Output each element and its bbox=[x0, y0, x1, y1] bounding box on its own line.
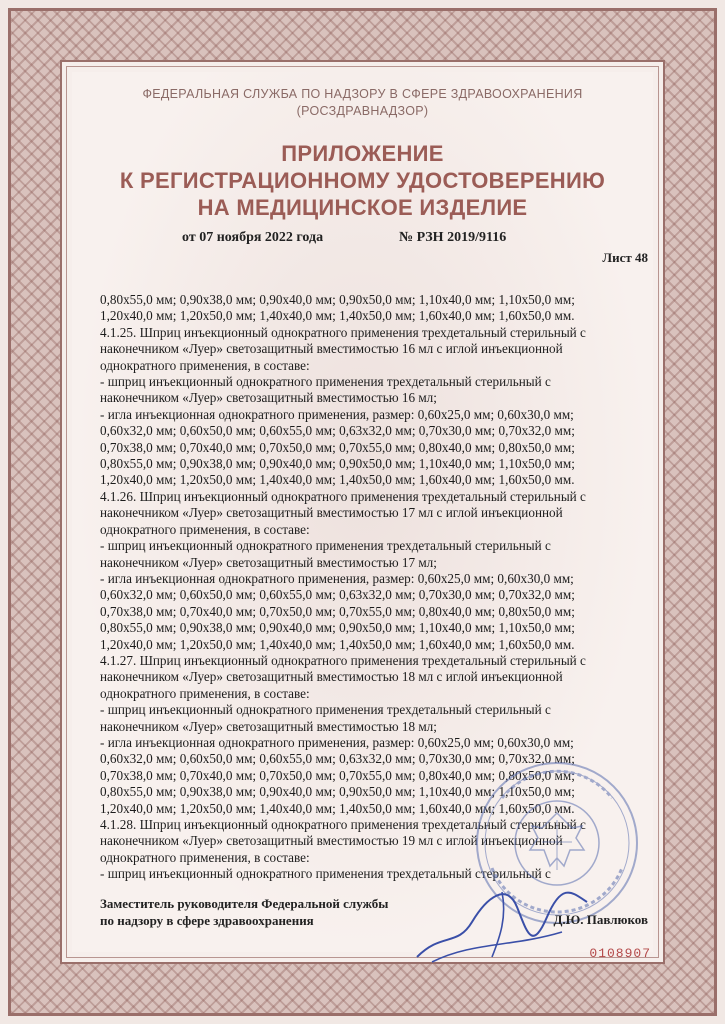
agency-name: ФЕДЕРАЛЬНАЯ СЛУЖБА ПО НАДЗОРУ В СФЕРЕ ЗДРАВООХРАНЕНИЯ bbox=[142, 87, 583, 101]
body-text-line: 4.1.26. Шприц инъекционный однократного применения трехдетальный стерильный с bbox=[100, 488, 586, 504]
body-text-line: 0,70x38,0 мм; 0,70x40,0 мм; 0,70x50,0 мм; 0,70x55,0 мм; 0,80x40,0 мм; 0,80x50,0 мм; bbox=[100, 767, 575, 783]
body-text-line: наконечником «Луер» светозащитный вместимостью 18 мл; bbox=[100, 718, 437, 734]
body-text-line: 4.1.27. Шприц инъекционный однократного применения трехдетальный стерильный с bbox=[100, 652, 586, 668]
body-text-line: 0,70x38,0 мм; 0,70x40,0 мм; 0,70x50,0 мм; 0,70x55,0 мм; 0,80x40,0 мм; 0,80x50,0 мм; bbox=[100, 603, 575, 619]
body-text-line: наконечником «Луер» светозащитный вместимостью 16 мл; bbox=[100, 390, 437, 406]
body-text-line: наконечником «Луер» светозащитный вместимостью 17 мл с иглой инъекционной bbox=[100, 505, 563, 521]
body-text-line: - игла инъекционная однократного применения, размер: 0,60x25,0 мм; 0,60x30,0 мм; bbox=[100, 570, 574, 586]
body-text-line: - шприц инъекционный однократного применения трехдетальный стерильный с bbox=[100, 374, 551, 390]
body-text-line: 0,80x55,0 мм; 0,90x38,0 мм; 0,90x40,0 мм; 0,90x50,0 мм; 1,10x40,0 мм; 1,10x50,0 мм; bbox=[100, 784, 575, 800]
body-text-line: наконечником «Луер» светозащитный вместимостью 16 мл с иглой инъекционной bbox=[100, 341, 563, 357]
body-text-line: 4.1.25. Шприц инъекционный однократного применения трехдетальный стерильный с bbox=[100, 324, 586, 340]
body-text-line: 1,20x40,0 мм; 1,20x50,0 мм; 1,40x40,0 мм; 1,40x50,0 мм; 1,60x40,0 мм; 1,60x50,0 мм. bbox=[100, 472, 575, 488]
signatory-title-line-2: по надзору в сфере здравоохранения bbox=[100, 913, 314, 928]
body-text-line: наконечником «Луер» светозащитный вместимостью 17 мл; bbox=[100, 554, 437, 570]
body-text-line: однократного применения, в составе: bbox=[100, 521, 310, 537]
document-title bbox=[72, 140, 653, 221]
body-text-line: наконечником «Луер» светозащитный вместимостью 19 мл с иглой инъекционной bbox=[100, 833, 563, 849]
document-page bbox=[72, 72, 653, 961]
signatory-title bbox=[100, 895, 388, 929]
body-text-line: - шприц инъекционный однократного применения трехдетальный стерильный с bbox=[100, 538, 551, 554]
form-serial-number: 0108907 bbox=[589, 946, 651, 961]
body-text-line: 0,60x32,0 мм; 0,60x50,0 мм; 0,60x55,0 мм; 0,63x32,0 мм; 0,70x30,0 мм; 0,70x32,0 мм; bbox=[100, 587, 575, 603]
body-text-line: - игла инъекционная однократного применения, размер: 0,60x25,0 мм; 0,60x30,0 мм; bbox=[100, 734, 574, 750]
body-text-line: наконечником «Луер» светозащитный вместимостью 18 мл с иглой инъекционной bbox=[100, 669, 563, 685]
title-line-2: К РЕГИСТРАЦИОННОМУ УДОСТОВЕРЕНИЮ bbox=[119, 168, 606, 193]
body-text-line: - шприц инъекционный однократного применения трехдетальный стерильный с bbox=[100, 866, 551, 882]
issue-date: от 07 ноября 2022 года bbox=[182, 230, 324, 245]
body-text-line: однократного применения, в составе: bbox=[100, 849, 310, 865]
body-text-line: 1,20x40,0 мм; 1,20x50,0 мм; 1,40x40,0 мм; 1,40x50,0 мм; 1,60x40,0 мм; 1,60x50,0 мм. bbox=[100, 800, 575, 816]
body-text-line: однократного применения, в составе: bbox=[100, 357, 310, 373]
sheet-number: Лист 48 bbox=[602, 250, 648, 265]
body-text-line: 0,80x55,0 мм; 0,90x38,0 мм; 0,90x40,0 мм; 0,90x50,0 мм; 1,10x40,0 мм; 1,10x50,0 мм; bbox=[100, 456, 575, 472]
registration-number: № РЗН 2019/9116 bbox=[399, 230, 507, 245]
body-text-line: 0,70x38,0 мм; 0,70x40,0 мм; 0,70x50,0 мм; 0,70x55,0 мм; 0,80x40,0 мм; 0,80x50,0 мм; bbox=[100, 439, 575, 455]
body-text-line: 4.1.28. Шприц инъекционный однократного применения трехдетальный стерильный с bbox=[100, 817, 586, 832]
body-text-line: 0,60x32,0 мм; 0,60x50,0 мм; 0,60x55,0 мм; 0,63x32,0 мм; 0,70x30,0 мм; 0,70x32,0 мм; bbox=[100, 423, 575, 439]
signatory-title-line-1: Заместитель руководителя Федеральной службы bbox=[100, 896, 389, 911]
body-text-line: 1,20x40,0 мм; 1,20x50,0 мм; 1,40x40,0 мм; 1,40x50,0 мм; 1,60x40,0 мм; 1,60x50,0 мм. bbox=[100, 636, 575, 652]
body-text-line: однократного применения, в составе: bbox=[100, 685, 310, 701]
title-line-1: ПРИЛОЖЕНИЕ bbox=[281, 141, 444, 166]
signatory-name: Д.Ю. Павлюков bbox=[553, 912, 648, 927]
agency-header bbox=[72, 86, 653, 120]
title-line-3: НА МЕДИЦИНСКОЕ ИЗДЕЛИЕ bbox=[197, 195, 528, 220]
body-text-line: 0,80x55,0 мм; 0,90x38,0 мм; 0,90x40,0 мм; 0,90x50,0 мм; 1,10x40,0 мм; 1,10x50,0 мм; bbox=[100, 620, 575, 636]
body-text-line: 0,60x32,0 мм; 0,60x50,0 мм; 0,60x55,0 мм; 0,63x32,0 мм; 0,70x30,0 мм; 0,70x32,0 мм; bbox=[100, 751, 575, 767]
body-text-line: 1,20x40,0 мм; 1,20x50,0 мм; 1,40x40,0 мм; 1,40x50,0 мм; 1,60x40,0 мм; 1,60x50,0 мм. bbox=[100, 308, 575, 324]
body-text-line: - игла инъекционная однократного применения, размер: 0,60x25,0 мм; 0,60x30,0 мм; bbox=[100, 406, 574, 422]
agency-abbreviation: (РОСЗДРАВНАДЗОР) bbox=[296, 104, 429, 118]
body-text-line: - шприц инъекционный однократного применения трехдетальный стерильный с bbox=[100, 702, 551, 718]
body-text-line: 0,80x55,0 мм; 0,90x38,0 мм; 0,90x40,0 мм; 0,90x50,0 мм; 1,10x40,0 мм; 1,10x50,0 мм; bbox=[100, 292, 575, 307]
